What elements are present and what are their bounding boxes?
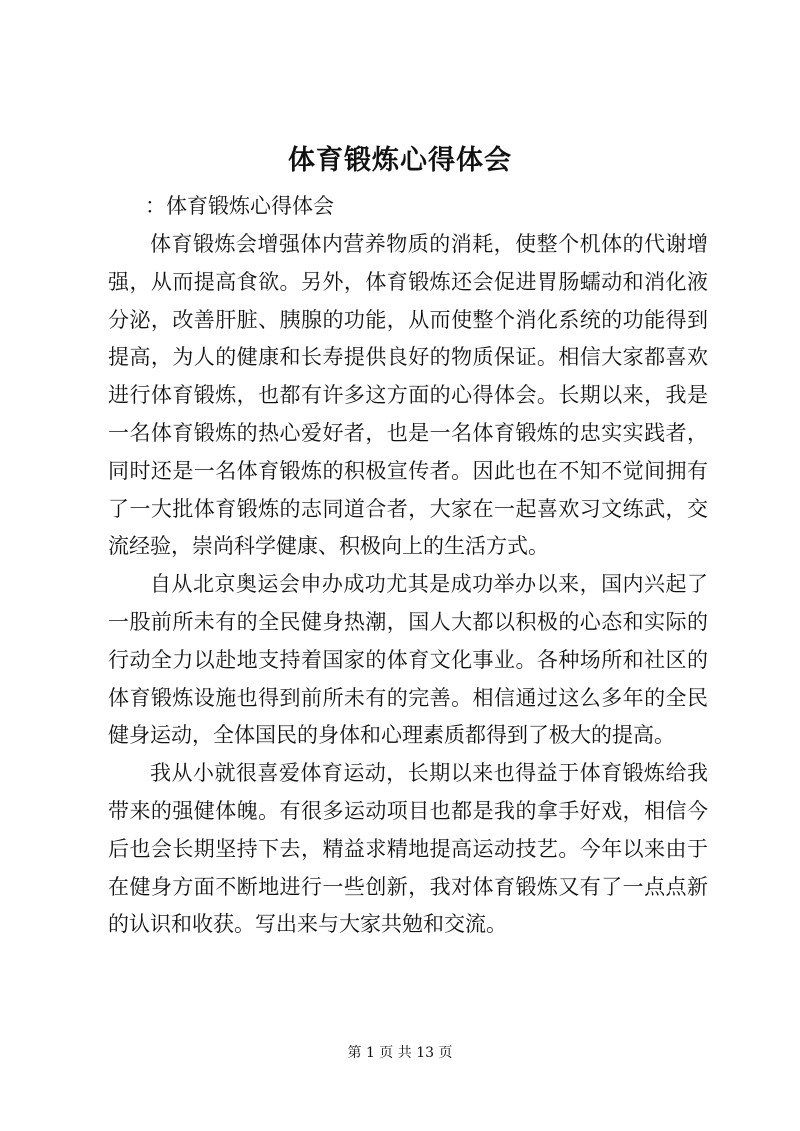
document-subtitle: ：体育锻炼心得体会 bbox=[145, 194, 334, 218]
body-paragraph: 我从小就很喜爱体育运动，长期以来也得益于体育锻炼给我带来的强健体魄。有很多运动项目也都是我的拿手好戏，相信今后也会长期坚持下去，精益求精地提高运动技艺。今年以来由于在健身方面不断地进行一些创新，我对体育锻炼又有了一点点新的认识和收获。写出来与大家共勉和交流。 bbox=[108, 761, 708, 937]
body-paragraph: 自从北京奥运会申办成功尤其是成功举办以来，国内兴起了一股前所未有的全民健身热潮，国人大都以积极的心态和实际的行动全力以赴地支持着国家的体育文化事业。各种场所和社区的体育锻炼设施也得到前所未有的完善。相信通过这么多年的全民健身运动，全体国民的身体和心理素质都得到了极大的提高。 bbox=[108, 572, 708, 748]
page-number-footer: 第 1 页 共 13 页 bbox=[347, 1045, 453, 1061]
page-title: 体育锻炼心得体会 bbox=[288, 145, 512, 176]
document-body bbox=[108, 226, 708, 944]
body-paragraph: 体育锻炼会增强体内营养物质的消耗，使整个机体的代谢增强，从而提高食欲。另外，体育锻炼还会促进胃肠蠕动和消化液分泌，改善肝脏、胰腺的功能，从而使整个消化系统的功能得到提高，为人的健康和长寿提供良好的物质保证。相信大家都喜欢进行体育锻炼，也都有许多这方面的心得体会。长期以来，我是一名体育锻炼的热心爱好者，也是一名体育锻炼的忠实实践者，同时还是一名体育锻炼的积极宣传者。因此也在不知不觉间拥有了一大批体育锻炼的志同道合者，大家在一起喜欢习文练武，交流经验，崇尚科学健康、积极向上的生活方式。 bbox=[108, 232, 708, 559]
